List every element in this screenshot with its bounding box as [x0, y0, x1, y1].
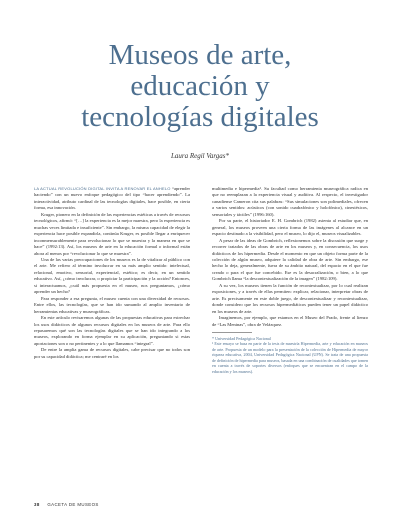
- body-paragraph: Por su parte, el historiador E. H. Gombrich (1982) asienta al estudiar que, en general, los museos proveen una cierta forma de las imágenes al alcance en un espacio destinado a la visibilidad, pero el museo, lo dijo el, museos visualizables.: [212, 218, 368, 237]
- article-title: [0, 40, 400, 133]
- right-column: [212, 186, 368, 374]
- page-number: 38: [34, 502, 40, 507]
- body-paragraph: A pesar de las ideas de Gombrich, reflexionemos sobre la discusión que surge y recorrer tratados de las obras de arte en los museos y, en consecuencia, los usos didácticos de los hipermedia. Desde el momento en que un objeto forma parte de la colección de algún museo, adquiere la calidad de obra de arte. Sin embargo, ese hecho lo deja, generalmente, fuera de su ámbito natural, del espacio en el que fue creado o para el que fue concebido. Ese es la desacralización, o bien, a lo que Gombrich llama “la descontextualización de la imagen” (1982:109).: [212, 237, 368, 282]
- body-paragraph: Imaginemos, por ejemplo, que estamos en el Museo del Prado, frente al lienzo de “Las Meninas”, obra de Velázquez.: [212, 315, 368, 327]
- left-column: [34, 186, 190, 360]
- title-line-3: tecnologías digitales: [81, 101, 319, 133]
- lead-caps: LA ACTUAL REVOLUCIÓN DIGITAL INVITA A RENOVAR EL ANHELO: [34, 186, 171, 191]
- body-paragraph: De entre la amplia gama de recursos digitales, cabe precisar que no todos son por su capacidad didáctica; me centraré en los: [34, 347, 190, 359]
- footnote-1: ¹ Este ensayo se basa en parte de la tesis de maestría Hipermedia, arte y educación en museos de arte. Propuesta de un modelo para la presentación de la colección de Hipermedia de mayor riqueza educativa, 2004, Universidad Pedagógica Nacional (UPN). Se trata de una propuesta de definición de hipermedia para museos, basada en una combinación de cualidades que tomen en cuenta a través de soportes diversos (enfoques que se encuentran en el campo de la educación y los museos).: [212, 341, 368, 374]
- title-line-2: educación y: [130, 70, 270, 102]
- body-paragraph: multimedia e hipermedia¹. Su facultad como herramienta museográfica radica en que no reemplazan a la experiencia visual y auditiva. Al respecto, el investigador canadiense Cameron cita sus palabras: “Sus simulaciones son polimediales, ofrecen a varios sentidos: acústicos (con sonido cuadrafónico y holofónico), cinestésicos, sensoriales y táctiles” (1996:160).: [212, 186, 368, 217]
- title-line-1: Museos de arte,: [108, 39, 292, 71]
- publication-name: GACETA DE MUSEOS: [47, 502, 99, 507]
- footnote-institution: * Universidad Pedagógica Nacional: [212, 335, 271, 341]
- lead-paragraph: [34, 186, 190, 212]
- page-footer: [34, 502, 99, 507]
- body-paragraph: Una de las varias preocupaciones de los museos es la de vitalizar al público con el arte. Me refiero al término involucrar en su más amplio sentido: intelectual, relacional, emotivo, sensorial, experiencial, estético; es decir, en un sentido educativo. Así, ¿cómo involucrar, o propiciar la participación y la acción? Entonces, si interactuamos, ¿cuál más propuesta en el museo, nos preguntamos, ¿cómo aprender un hecho?: [34, 256, 190, 295]
- lead-rest: “aprender haciendo” con un nuevo enfoque pedagógico del tipo “hacer aprendiendo”. La interactividad, atributo cardinal de las tecnologías digitales, hace posible, en cierta forma, esa innovación.: [34, 186, 191, 211]
- body-paragraph: En este artículo revisaremos algunas de las propuestas educativas para estrechar los usos didácticos de algunos recursos digitales en los museos de arte. Para ello repasaremos qué son las tecnologías digitales que se han ido integrando a los museos, explorando en forma ejemplar en su aplicación, preguntando si estas aportaciones son o no pertinentes y a lo que llamamos “integral”.: [34, 315, 190, 346]
- footnote-divider: [212, 332, 252, 333]
- author-name: Laura Regil Vargas*: [170, 152, 230, 160]
- body-paragraph: Para responder a esa pregunta, el museo cuenta con una diversidad de recursos. Entre ellos, las tecnologías, que se han ido sumando al amplio inventario de herramientas educativas y museográficas.: [34, 295, 190, 314]
- body-paragraph: Kruger, pionero en la definición de las experiencias estéticas a través de recursos tecnológicos, afirmó: “[…] la experiencia es la mejor maestra, pero la experiencia es muchas veces limitada e insuficiente”. Sin embargo, la misma capacidad de elegir la experiencia hace posible expandirla, continúa Kruger, es posible llegar a enriquecer inconmensurablemente para revolucionar lo que se muestra y la manera en que se hace” (1992:13). Así, los museos de arte en la educación formal o informal están ahora al menos por “revolucionar lo que se muestra”.: [34, 211, 190, 256]
- body-paragraph: A su vez, los museos tienen la función de recontextualizar, por lo cual realizan exposiciones, y a través de ellas permiten: explicar, relacionar, interpretar obras de arte. Es precisamente en este doble juego, de descontextualizar y recontextualizar, donde considero que los recursos hipermediáticos pueden tener un papel didáctico en los museos de arte.: [212, 282, 368, 314]
